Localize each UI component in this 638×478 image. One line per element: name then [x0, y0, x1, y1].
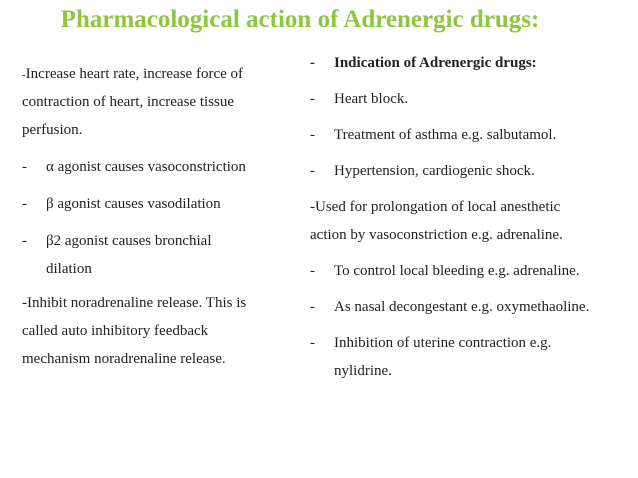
- indication-item-hypertension: [310, 161, 535, 181]
- item-text: Heart block.: [334, 91, 409, 107]
- para1-line1: [22, 64, 243, 85]
- bullet-beta2-cont: [22, 259, 92, 279]
- heading-dash: -: [310, 55, 315, 71]
- bullet-beta-text: β agonist causes vasodilation: [46, 196, 221, 212]
- indication-item-uterine: [310, 333, 551, 353]
- bullet-alpha-text: α agonist causes vasoconstriction: [46, 159, 246, 175]
- bullet-beta: [22, 194, 221, 214]
- para1-line2: contraction of heart, increase tissue: [22, 94, 234, 110]
- bullet-beta2-text: β2 agonist causes bronchial: [46, 233, 212, 249]
- slide-title: Pharmacological action of Adrenergic drugs:: [60, 6, 540, 33]
- para2-line3: mechanism noradrenaline release.: [22, 351, 226, 367]
- indication-item-heart-block: [310, 89, 408, 109]
- item-text-cont: nylidrine.: [334, 363, 392, 379]
- item-dash: -: [310, 263, 315, 279]
- item-dash: -: [310, 163, 315, 179]
- para2-line2: called auto inhibitory feedback: [22, 323, 209, 339]
- indication-item-bleeding: [310, 261, 580, 281]
- item-dash: -: [310, 91, 315, 107]
- para1-text: Increase heart rate, increase force of: [25, 66, 244, 82]
- indication-para-line1: -Used for prolongation of local anesthetic: [310, 199, 561, 215]
- indication-item-asthma: [310, 125, 556, 145]
- para2-line1: -Inhibit noradrenaline release. This is: [22, 295, 247, 311]
- item-dash: -: [310, 335, 315, 351]
- item-text: To control local bleeding e.g. adrenaline.: [334, 263, 580, 279]
- bullet-alpha: [22, 157, 246, 177]
- indication-para-line2: action by vasoconstriction e.g. adrenaline.: [310, 227, 563, 243]
- bullet-beta2: [22, 231, 212, 251]
- indication-heading-text: Indication of Adrenergic drugs:: [334, 55, 537, 71]
- item-text: As nasal decongestant e.g. oxymethaoline.: [334, 299, 590, 315]
- indication-item-uterine-cont: [310, 361, 392, 381]
- bullet-dash: -: [22, 233, 27, 249]
- indication-heading: [310, 53, 537, 73]
- item-dash: -: [310, 127, 315, 143]
- para1-line3: perfusion.: [22, 122, 83, 138]
- item-dash: -: [310, 299, 315, 315]
- bullet-dash: -: [22, 159, 27, 175]
- bullet-beta2-text-cont: dilation: [46, 261, 92, 277]
- item-text: Treatment of asthma e.g. salbutamol.: [334, 127, 557, 143]
- indication-item-decongestant: [310, 297, 589, 317]
- para1-prefix: -: [22, 69, 26, 81]
- bullet-dash: -: [22, 196, 27, 212]
- item-text: Inhibition of uterine contraction e.g.: [334, 335, 552, 351]
- item-text: Hypertension, cardiogenic shock.: [334, 163, 535, 179]
